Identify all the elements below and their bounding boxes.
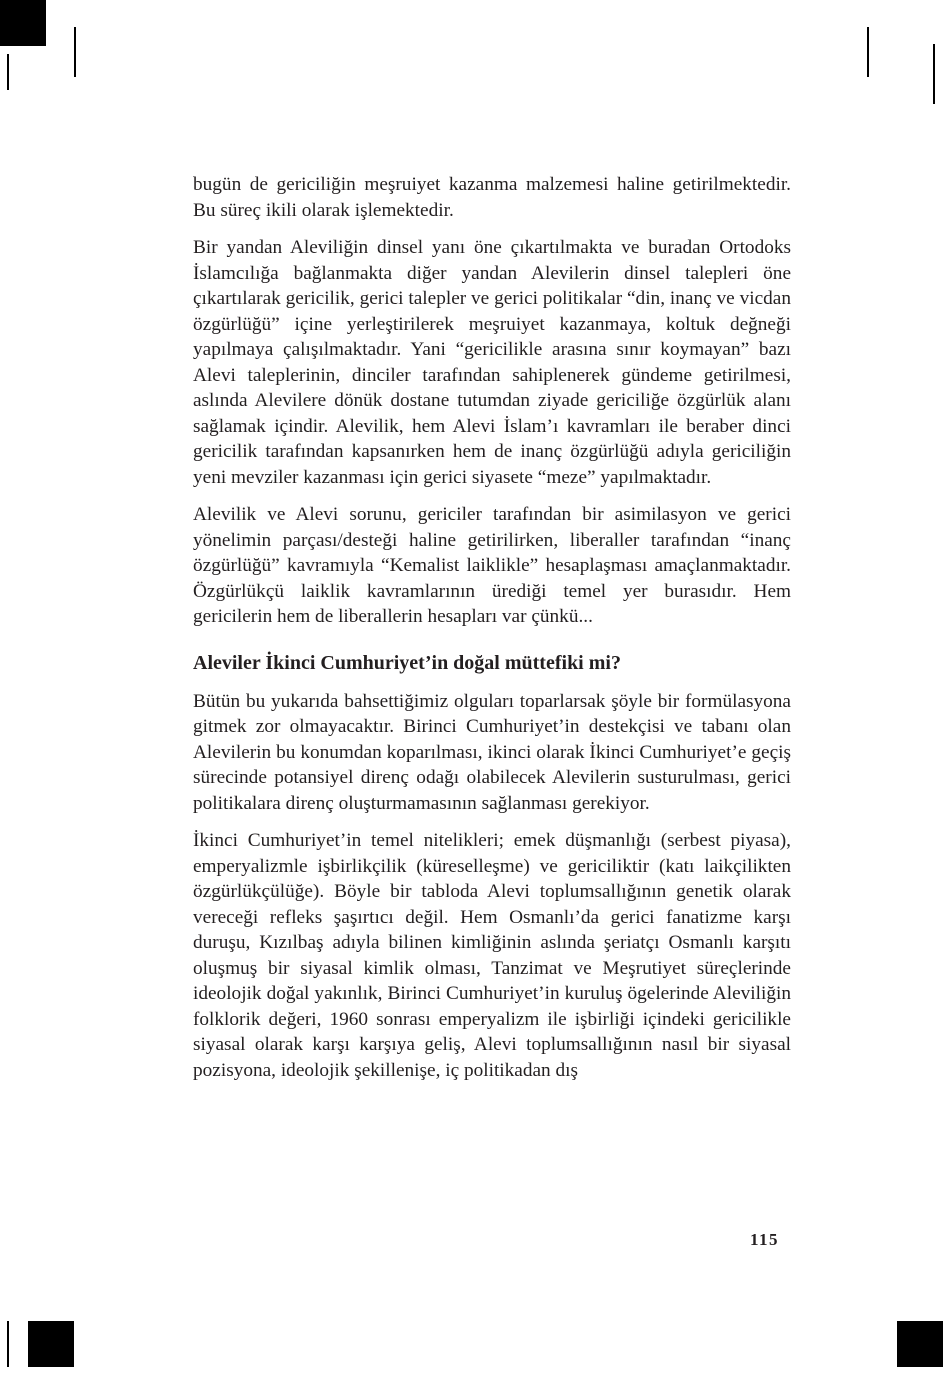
paragraph: Alevilik ve Alevi sorunu, gericiler tarafından bir asimilasyon ve gerici yönelimin parçası/desteği haline getirilirken, liberaller tarafından “inanç özgürlüğü” kavramıyla “Kemalist laiklikle” hesaplaşması amaçlanmaktadır. Özgürlükçü laiklik kavramlarının ürediği temel yer burasıdır. Hem gericilerin hem de liberallerin hesapları var çünkü... [193,504,791,627]
crop-mark-line-top-left [74,27,76,77]
crop-mark-square-bottom-left [28,1321,74,1367]
crop-mark-line-top-right-edge [933,44,935,104]
crop-mark-line-bottom-left-edge [7,1321,9,1367]
section-heading: Aleviler İkinci Cumhuriyet’in doğal müttefiki mi? [193,651,621,674]
text-column [193,172,791,1095]
page-number: 115 [749,1230,779,1249]
paragraph: Bir yandan Aleviliğin dinsel yanı öne çıkartılmakta ve buradan Ortodoks İslamcılığa bağlanmakta diğer yandan Alevilerin dinsel talepleri öne çıkartılarak gericilik, gerici talepler ve gerici politikalar “din, inanç ve vicdan özgürlüğü” içine yerleştirilerek meşruiyet kazanmaya, koltuk değneği yapılmaya çalışılmaktadır. Yani “gericilikle arasına sınır koymayan” bazı Alevi taleplerinin, dinciler tarafından sahiplenerek gündeme getirilmesi, aslında Alevilere dönük dostane tutumdan ziyade gericiliğe özgürlük alanı sağlamak içindir. Alevilik, hem Alevi İslam’ı kavramları ile beraber dinci gericilik tarafından kapsanırken hem de inanç özgürlüğü adıyla gericiliğin yeni mevziler kazanması için gerici siyasete “meze” yapılmaktadır. [193,237,791,488]
crop-mark-square-bottom-right [897,1321,943,1367]
paragraph: Bütün bu yukarıda bahsettiğimiz olguları toparlarsak şöyle bir formülasyona gitmek zor olmayacaktır. Birinci Cumhuriyet’in destekçisi ve tabanı olan Alevilerin bu konumdan koparılması, ikinci olarak İkinci Cumhuriyet’e geçiş sürecinde potansiyel direnç odağı olabilecek Alevilerin susturulması, gerici politikalara direnç oluşturmamasının sağlanması gerekiyor. [193,690,791,814]
crop-mark-line-top-left-edge [7,54,9,90]
paragraph-continuation: bugün de gericiliğin meşruiyet kazanma malzemesi haline getirilmektedir. Bu süreç ikili olarak işlemektedir. [193,174,791,221]
crop-mark-line-top-right [867,27,869,77]
crop-mark-square-top-left [0,0,46,46]
paragraph: İkinci Cumhuriyet’in temel nitelikleri; emek düşmanlığı (serbest piyasa), emperyalizmle işbirlikçilik (küreselleşme) ve gericiliktir (katı laikçilikten özgürlükçülüğe). Böyle bir tabloda Alevi toplumsallığının genetik olarak vereceği refleks şaşırtıcı değil. Hem Osmanlı’da gerici fanatizme karşı duruşu, Kızılbaş adıyla bilinen kimliğinin aslında şeriatçı Osmanlı karşıtı oluşmuş bir siyasal kimlik olması, Tanzimat ve Meşrutiyet süreçlerinde ideolojik doğal yakınlık, Birinci Cumhuriyet’in kuruluş ögelerinde Aleviliğin folklorik değeri, 1960 sonrası emperyalizm ile işbirliği içindeki gericilikle siyasal olarak karşı karşıya geliş, Alevi toplumsallığının nasıl bir siyasal pozisyona, ideolojik şekillenişe, iç politikadan dış [193,830,791,1081]
